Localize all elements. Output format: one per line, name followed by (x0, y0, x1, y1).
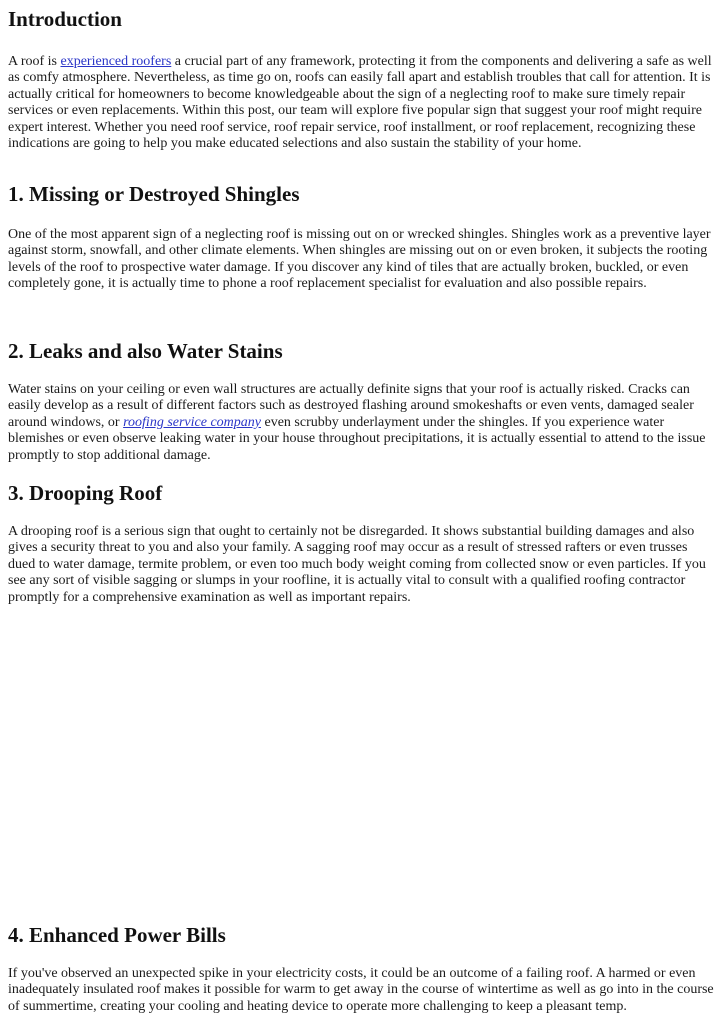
heading-leaks-water-stains: 2. Leaks and also Water Stains (8, 339, 283, 363)
power-bills-paragraph: If you've observed an unexpected spike in your electricity costs, it could be an outcome of a failing roof. A harmed or even inadequately insulated roof makes it possible for warm to get away in the course of wintertime as well as go into in the course of summertime, creating your cooling and heating device to operate more challenging to keep a pleasant temp. (8, 966, 714, 1014)
heading-missing-shingles: 1. Missing or Destroyed Shingles (8, 182, 300, 206)
missing-shingles-paragraph: One of the most apparent sign of a neglecting roof is missing out on or wrecked shingles. Shingles work as a preventive layer against storm, snowfall, and other climate elements. When shingles are missing out on or even broken, it subjects the rooting levels of the roof to prospective water damage. If you discover any kind of tiles that are actually broken, buckled, or even completely gone, it is actually time to phone a roof replacement specialist for evaluation and also possible repairs. (8, 227, 711, 292)
link-experienced-roofers[interactable]: experienced roofers (60, 54, 172, 69)
leaks-paragraph (8, 382, 714, 464)
drooping-roof-paragraph: A drooping roof is a serious sign that ought to certainly not be disregarded. It shows substantial building damages and also gives a security threat to you and also your family. A sagging roof may occur as a result of stressed rafters or even trusses dued to water damage, termite problem, or even too much body weight coming from collected snow or even particles. If you see any sort of visible sagging or slumps in your roofline, it is actually vital to consult with a qualified roofing contractor promptly for a comprehensive examination as well as important repairs. (8, 524, 706, 605)
heading-power-bills: 4. Enhanced Power Bills (8, 923, 226, 947)
link-roofing-service-company[interactable]: roofing service company (123, 414, 261, 430)
intro-text-start: A roof is (8, 54, 61, 69)
section-introduction (8, 6, 714, 152)
leaks-text-end: even scrubby underlayment under the shingles. If you experience water blemishes or even observe leaking water in your house throughout precipitations, it is actually essential to attend to the issue promptly to stop additional damage. (8, 414, 706, 463)
intro-paragraph (8, 54, 714, 152)
section-drooping-roof (8, 480, 714, 606)
heading-drooping-roof: 3. Drooping Roof (8, 481, 163, 505)
leaks-text-start: Water stains on your ceiling or even wall structures are actually definite signs that your roof is actually risked. Cracks can easily develop as a result of different factors such as destroyed flashing around smokeshafts or even vents, damaged sealer around windows, or (8, 382, 694, 430)
heading-introduction: Introduction (8, 7, 122, 31)
intro-text-end: a crucial part of any framework, protecting it from the components and delivering a safe as well as comfy atmosphere. Nevertheless, as time go on, roofs can easily fall apart and establish troubles that call for attention. It is actually critical for homeowners to become knowledgeable about the sign of a neglecting roof to make sure timely repair services or even replacements. Within this post, our team will explore five popular sign that suggest your roof might require expert interest. Whether you need roof service, roof repair service, roof installment, or roof replacement, recognizing these indications are going to help you make educated selections and also sustain the stability of your home. (8, 54, 712, 152)
section-missing-shingles (8, 181, 714, 293)
section-leaks-water-stains (8, 338, 714, 464)
section-power-bills (8, 922, 714, 1015)
